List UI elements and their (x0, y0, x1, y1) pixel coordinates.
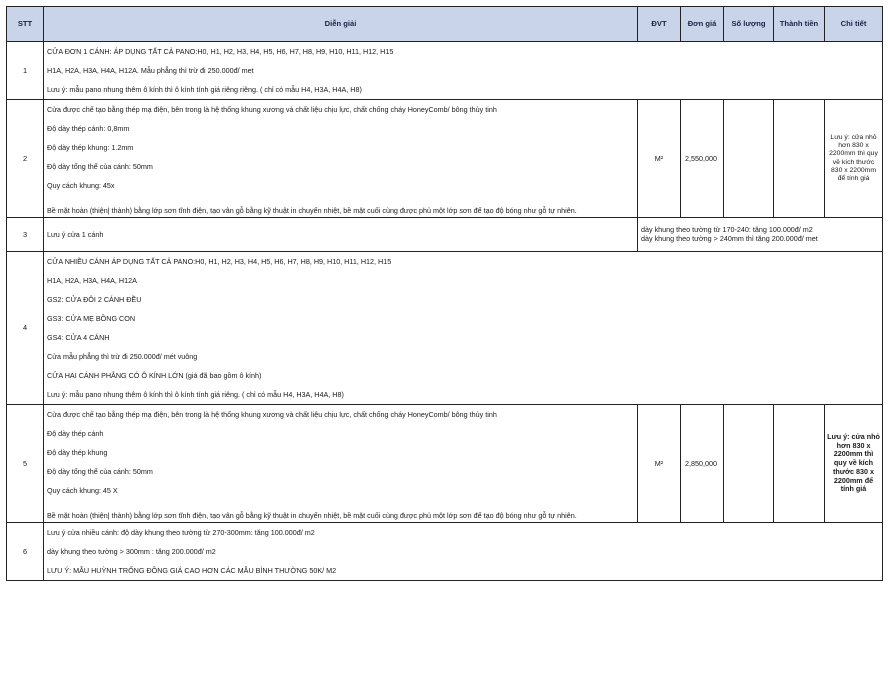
description-text: Bề mặt hoàn (thiện| thành) bằng lớp sơn tĩnh điện, tạo vân gỗ bằng kỹ thuật in chuyển nhiệt, bề mặt cuối cùng được phủ một lớp sơn để tạo độ bóng như gỗ tự nhiên. (47, 511, 577, 520)
description-line: Độ dày thép khung: 1.2mm (47, 143, 134, 152)
description-text: Bề mặt hoàn (thiện| thành) bằng lớp sơn tĩnh điện, tạo vân gỗ bằng kỹ thuật in chuyển nhiệt, bề mặt cuối cùng được phủ một lớp sơn để tạo độ bóng như gỗ tự nhiên. (47, 206, 577, 215)
description-line: Cửa mẫu phẳng thì trừ đi 250.000đ/ mét vuông (47, 352, 198, 361)
row-total (774, 100, 825, 218)
row-description (44, 100, 638, 218)
description-line: GS4: CỬA 4 CÁNH (47, 333, 110, 342)
header-stt: STT (7, 7, 44, 42)
description-line: Độ dày thép cánh (47, 429, 104, 438)
row-wall-thickness-note (638, 218, 883, 252)
table-row (7, 218, 883, 252)
description-line: LƯU Ý: MẪU HUỲNH TRỐNG ĐỒNG GIÁ CAO HƠN CÁC MẪU BÌNH THƯỜNG 50K/ M2 (47, 566, 337, 575)
description-line: H1A, H2A, H3A, H4A, H12A. Mẫu phẳng thì trừ đi 250.000đ/ met (47, 66, 254, 75)
header-chi-tiet: Chi tiết (825, 7, 883, 42)
table-row (7, 523, 883, 581)
row-stt: 6 (7, 523, 44, 581)
row-unit-price: 2,550,000 (681, 100, 724, 218)
row-detail-note: Lưu ý: cửa nhỏ hơn 830 x 2200mm thì quy về kích thước 830 x 2200mm để tính giá (825, 405, 883, 523)
table-row (7, 405, 883, 523)
row-unit: M² (638, 405, 681, 523)
description-line: Lưu ý: mẫu pano nhung thêm ô kính thì ô kính tính giá riêng riêng. ( chỉ có mẫu H4, H3A, H4A, H8) (47, 85, 362, 94)
header-don-gia: Đơn giá (681, 7, 724, 42)
row-description (44, 405, 638, 523)
header-so-luong: Số lượng (724, 7, 774, 42)
row-unit: M² (638, 100, 681, 218)
row-quantity[interactable] (724, 100, 774, 218)
description-line: CỬA HAI CÁNH PHẲNG CÓ Ô KÍNH LỚN (giá đã bao gồm ô kính) (47, 371, 262, 380)
row-stt: 4 (7, 252, 44, 405)
note-line: dày khung theo tường từ 170-240: tăng 100.000đ/ m2 (641, 224, 813, 234)
row-unit-price: 2,850,000 (681, 405, 724, 523)
row-description (44, 42, 883, 100)
row-stt: 5 (7, 405, 44, 523)
description-line: Độ dày thép khung (47, 448, 108, 457)
header-row (7, 7, 883, 42)
table-row (7, 100, 883, 218)
description-line: GS2: CỬA ĐÔI 2 CÁNH ĐỀU (47, 295, 142, 304)
row-detail-note: Lưu ý: cửa nhỏ hơn 830 x 2200mm thì quy về kích thước 830 x 2200mm để tính giá (825, 100, 883, 218)
header-dien-giai: Diễn giải (44, 7, 638, 42)
price-table-frame (6, 6, 882, 621)
row-stt: 3 (7, 218, 44, 252)
description-line: Cửa được chế tạo bằng thép mạ điện, bên trong là hệ thống khung xương và chất liệu chịu lực, chất chống cháy HoneyComb/ bông thủy tinh (47, 410, 497, 419)
header-dvt: ĐVT (638, 7, 681, 42)
row-quantity[interactable] (724, 405, 774, 523)
row-stt: 2 (7, 100, 44, 218)
description-line: Độ dày thép cánh: 0,8mm (47, 124, 130, 133)
description-line: H1A, H2A, H3A, H4A, H12A (47, 276, 137, 285)
description-line (47, 195, 634, 217)
description-line: Độ dày tổng thể của cánh: 50mm (47, 467, 153, 476)
note-line: dày khung theo tường > 240mm thì tăng 200.000đ/ met (641, 233, 818, 243)
description-line: GS3: CỬA MẸ BỒNG CON (47, 314, 136, 323)
description-line: Độ dày tổng thể của cánh: 50mm (47, 162, 153, 171)
price-table (6, 6, 883, 581)
row-stt: 1 (7, 42, 44, 100)
row-total (774, 405, 825, 523)
row-description (44, 523, 883, 581)
description-line: CỬA NHIỀU CÁNH ÁP DỤNG TẤT CẢ PANO:H0, H1, H2, H3, H4, H5, H6, H7, H8, H9, H10, H11, H12, H15 (47, 257, 392, 266)
row-description (44, 218, 638, 252)
description-line: Lưu ý cửa nhiều cánh: độ dày khung theo tường từ 270-300mm: tăng 100.000đ/ m2 (47, 528, 315, 537)
table-row (7, 42, 883, 100)
description-line: Quy cách khung: 45x (47, 181, 115, 190)
description-line: Lưu ý cửa 1 cánh (47, 230, 104, 239)
description-line: Cửa được chế tạo bằng thép mạ điện, bên trong là hệ thống khung xương và chất liệu chịu lực, chất chống cháy HoneyComb/ bông thủy tinh (47, 105, 497, 114)
header-thanh-tien: Thành tiền (774, 7, 825, 42)
description-line: dày khung theo tường > 300mm : tăng 200.000đ/ m2 (47, 547, 216, 556)
table-row (7, 252, 883, 405)
description-line: Lưu ý: mẫu pano nhung thêm ô kính thì ô kính tính giá riêng. ( chỉ có mẫu H4, H3A, H4A, H8) (47, 390, 344, 399)
description-line: CỬA ĐƠN 1 CÁNH: ÁP DỤNG TẤT CẢ PANO:H0, H1, H2, H3, H4, H5, H6, H7, H8, H9, H10, H11, H12, H15 (47, 47, 394, 56)
row-description (44, 252, 883, 405)
description-line (47, 500, 634, 522)
description-line: Quy cách khung: 45 X (47, 486, 118, 495)
